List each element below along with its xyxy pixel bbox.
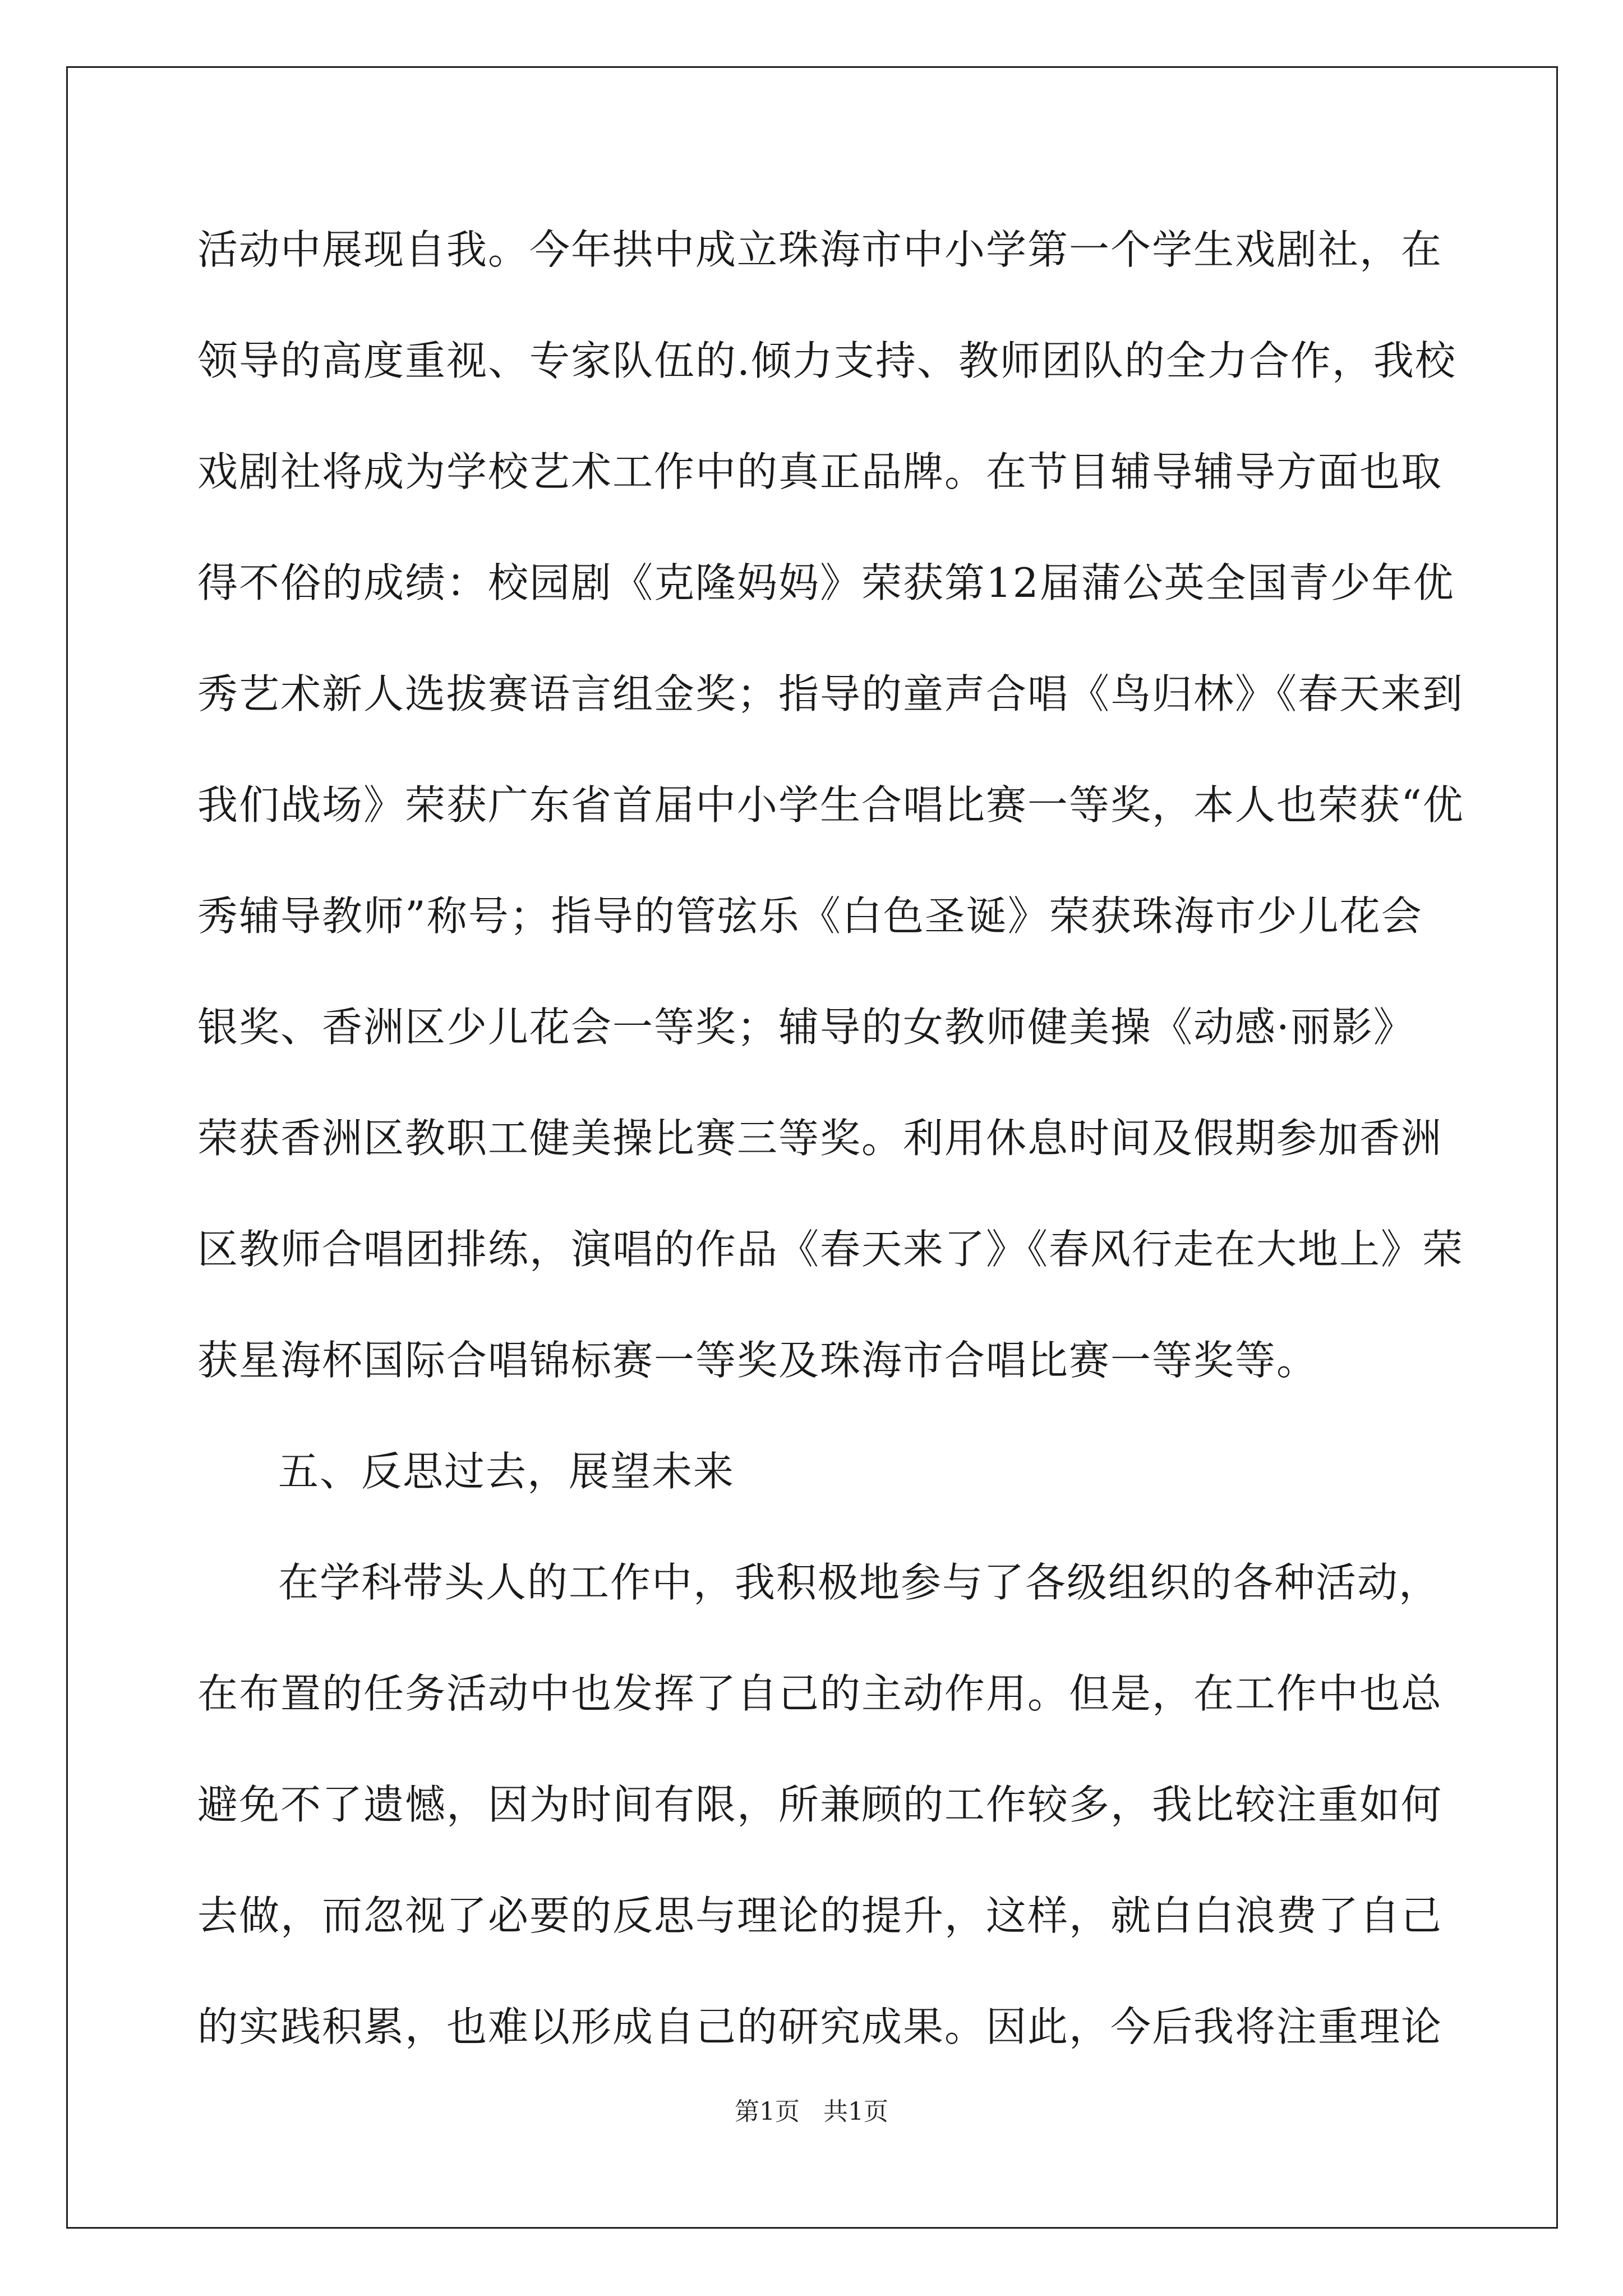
text-line: 活动中展现自我。今年拱中成立珠海市中小学第一个学生戏剧社，在 xyxy=(197,226,1443,273)
page-footer: 第1页 共1页 xyxy=(735,2097,888,2126)
text-line: 区教师合唱团排练，演唱的作品《春天来了》《春风行走在大地上》荣 xyxy=(197,1226,1464,1273)
text-line: 五、反思过去，展望未来 xyxy=(278,1448,735,1495)
text-line: 领导的高度重视、专家队伍的.倾力支持、教师团队的全力合作，我校 xyxy=(197,337,1456,384)
text-line: 我们战场》荣获广东省首届中小学生合唱比赛一等奖，本人也荣获“优 xyxy=(197,781,1464,829)
text-line: 在学科带头人的工作中，我积极地参与了各级组织的各种活动， xyxy=(278,1559,1441,1606)
text-line: 去做，而忽视了必要的反思与理论的提升，这样，就白白浪费了自己 xyxy=(197,1892,1443,1939)
text-line: 秀辅导教师”称号；指导的管弦乐《白色圣诞》荣获珠海市少儿花会 xyxy=(197,892,1423,940)
text-line: 银奖、香洲区少儿花会一等奖；辅导的女教师健美操《动感·丽影》 xyxy=(197,1004,1415,1051)
text-line: 得不俗的成绩：校园剧《克隆妈妈》荣获第12届蒲公英全国青少年优 xyxy=(197,559,1455,606)
document-body xyxy=(197,222,1464,2110)
text-line: 荣获香洲区教职工健美操比赛三等奖。利用休息时间及假期参加香洲 xyxy=(197,1115,1443,1162)
text-line: 的实践积累，也难以形成自己的研究成果。因此，今后我将注重理论 xyxy=(197,2003,1443,2050)
text-line: 秀艺术新人选拔赛语言组金奖；指导的童声合唱《鸟归林》《春天来到 xyxy=(197,670,1464,717)
text-line: 避免不了遗憾，因为时间有限，所兼顾的工作较多，我比较注重如何 xyxy=(197,1781,1443,1828)
text-line: 戏剧社将成为学校艺术工作中的真正品牌。在节目辅导辅导方面也取 xyxy=(197,448,1443,495)
text-line: 在布置的任务活动中也发挥了自己的主动作用。但是，在工作中也总 xyxy=(197,1670,1443,1717)
text-line: 获星海杯国际合唱锦标赛一等奖及珠海市合唱比赛一等奖等。 xyxy=(197,1337,1318,1384)
